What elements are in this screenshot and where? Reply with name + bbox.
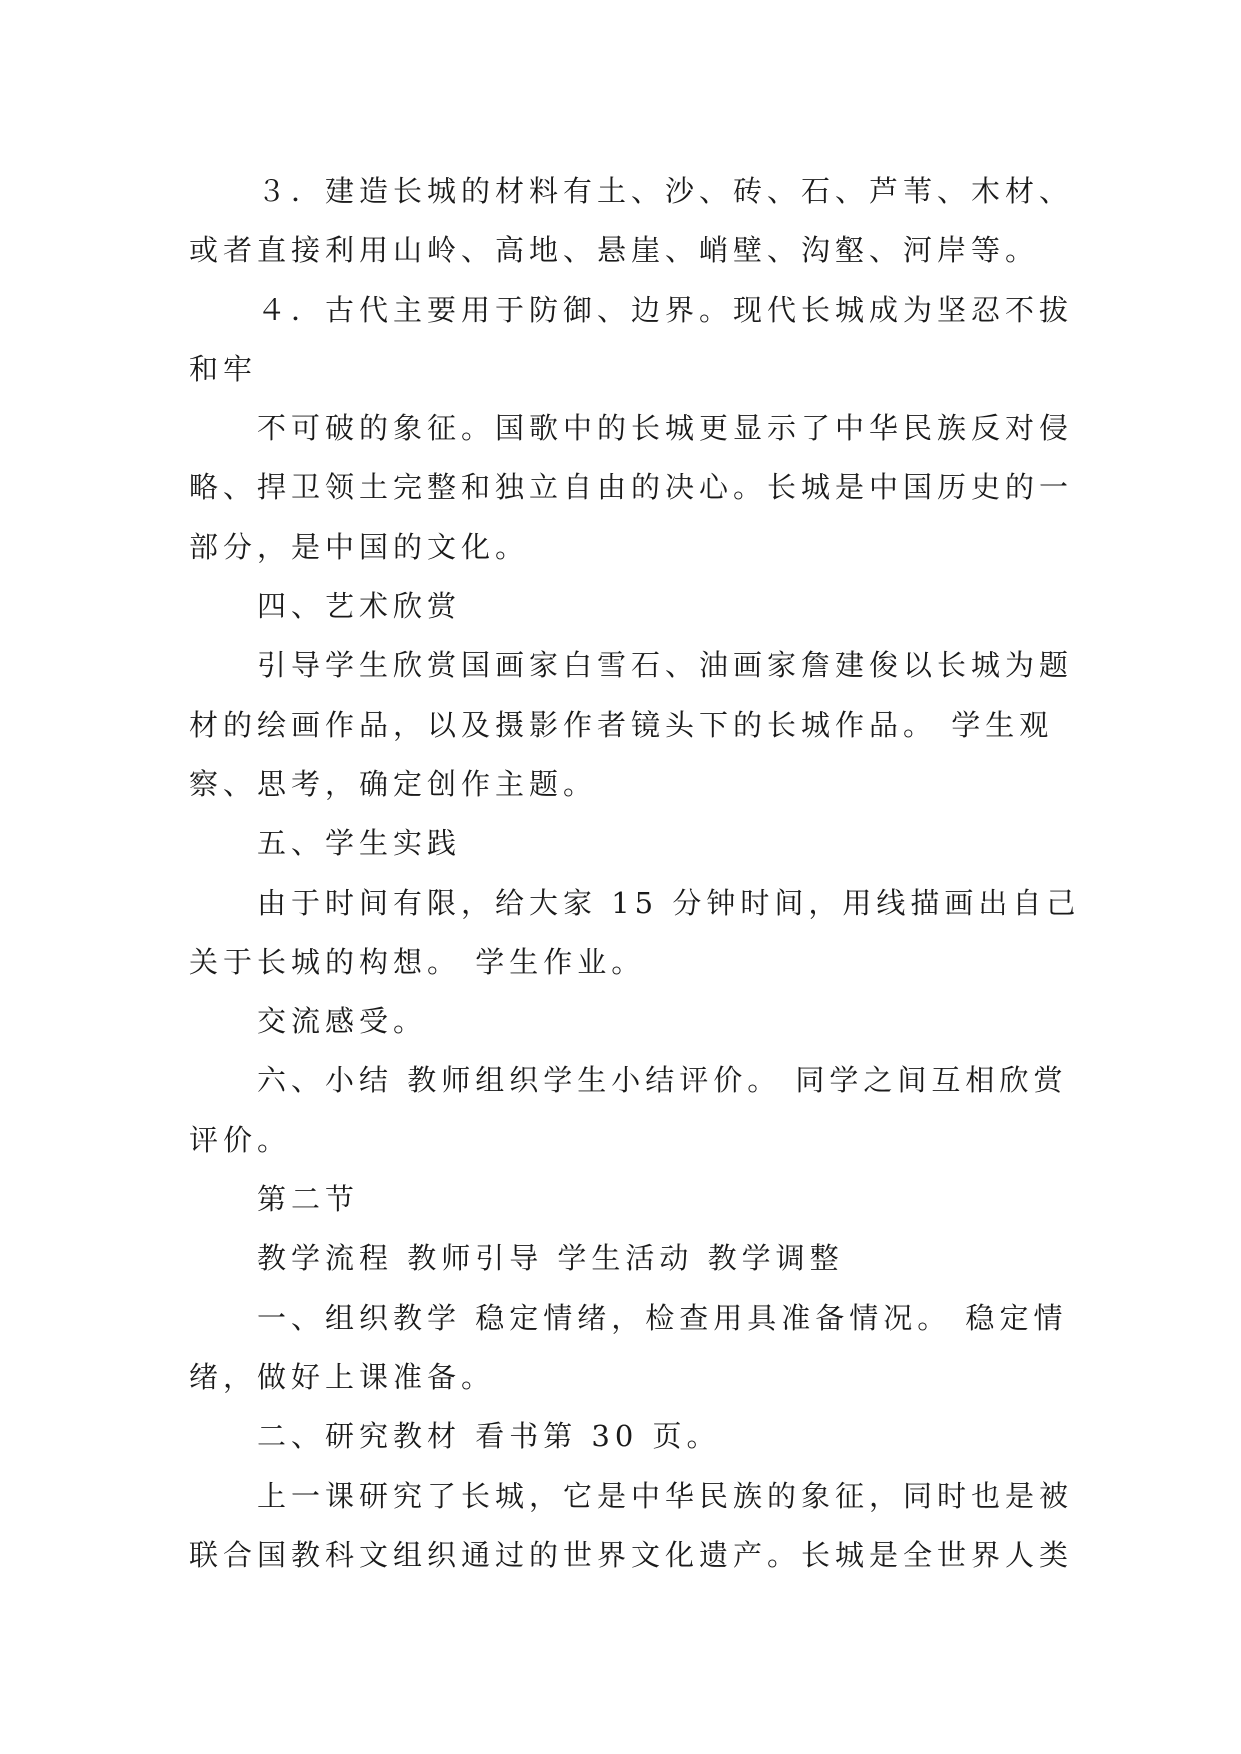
document-body	[189, 162, 1081, 1585]
section-heading: 六、小结 教师组织学生小结评价。 同学之间互相欣赏	[257, 1063, 1068, 1098]
paragraph-line: 关于长城的构想。 学生作业。	[189, 944, 646, 979]
section-heading: 第二节	[257, 1182, 360, 1217]
paragraph-line: 材的绘画作品，以及摄影作者镜头下的长城作品。 学生观	[189, 707, 1054, 742]
paragraph-line: 联合国教科文组织通过的世界文化遗产。长城是全世界人类	[189, 1537, 1074, 1572]
paragraph-line: 或者直接利用山岭、高地、悬崖、峭壁、沟壑、河岸等。	[189, 233, 1040, 268]
paragraph-line: 由于时间有限，给大家 15 分钟时间，用线描画出自己	[257, 885, 1081, 920]
paragraph-line: ３．建造长城的材料有土、沙、砖、石、芦苇、木材、	[257, 174, 1074, 208]
paragraph-line: 部分，是中国的文化。	[189, 529, 530, 564]
paragraph-line: 绪，做好上课准备。	[189, 1359, 496, 1394]
paragraph-line: 引导学生欣赏国画家白雪石、油画家詹建俊以长城为题	[257, 648, 1074, 683]
section-heading: 五、学生实践	[257, 826, 462, 861]
paragraph-line: 评价。	[189, 1122, 292, 1157]
section-heading: 四、艺术欣赏	[257, 589, 462, 624]
paragraph-line: 不可破的象征。国歌中的长城更显示了中华民族反对侵	[257, 411, 1074, 446]
section-heading: 二、研究教材 看书第 30 页。	[257, 1419, 721, 1454]
paragraph-line: 略、捍卫领土完整和独立自由的决心。长城是中国历史的一	[189, 470, 1074, 505]
paragraph-line: 上一课研究了长城，它是中华民族的象征，同时也是被	[257, 1478, 1074, 1513]
section-heading: 一、组织教学 稳定情绪，检查用具准备情况。 稳定情	[257, 1300, 1068, 1335]
paragraph-line: 教学流程 教师引导 学生活动 教学调整	[257, 1241, 844, 1276]
paragraph-line: 和牢	[189, 351, 258, 386]
paragraph-line: 察、思考，确定创作主题。	[189, 766, 598, 801]
paragraph-line: 交流感受。	[257, 1004, 428, 1039]
paragraph-line: ４．古代主要用于防御、边界。现代长城成为坚忍不拔	[257, 292, 1074, 327]
